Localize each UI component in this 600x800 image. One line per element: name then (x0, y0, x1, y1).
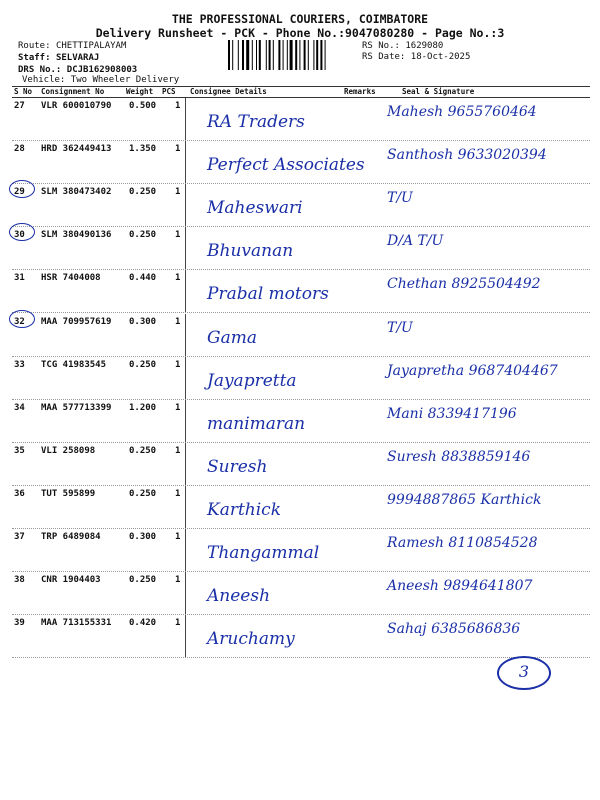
row-pcs: 1 (175, 359, 181, 370)
row-consignee-handwritten: Karthick (207, 499, 282, 520)
row-pcs: 1 (175, 230, 181, 241)
row-weight: 0.250 (129, 359, 157, 370)
barcode-bar (259, 40, 261, 70)
rs-date-value: 18-Oct-2025 (410, 52, 471, 62)
table-row (12, 443, 590, 486)
row-weight: 0.300 (129, 316, 157, 327)
barcode-bar (320, 40, 322, 70)
row-sno: 30 (14, 230, 25, 241)
rs-no-value: 1629080 (405, 41, 444, 51)
table-row (12, 314, 590, 357)
row-signature-handwritten: Mani 8339417196 (387, 405, 517, 422)
row-pcs: 1 (175, 488, 181, 499)
row-weight: 0.250 (129, 187, 157, 198)
barcode-bar (283, 40, 284, 70)
col-header-consignment: Consignment No (41, 87, 105, 96)
row-sno: 28 (14, 144, 25, 155)
route-label: Route: (18, 41, 51, 51)
row-sno: 38 (14, 575, 25, 586)
row-weight: 1.200 (129, 402, 157, 413)
col-header-weight: Weight (126, 87, 154, 96)
column-divider (185, 486, 186, 529)
row-consignee-handwritten: Thangammal (207, 543, 320, 563)
barcode-bar (266, 40, 267, 70)
row-signature-handwritten: Sahaj 6385686836 (387, 621, 521, 638)
barcode-bar (299, 40, 300, 70)
row-consignee-handwritten: Jayapretta (207, 370, 297, 391)
col-header-consignee: Consignee Details (190, 87, 267, 96)
vehicle-line (22, 75, 179, 85)
row-signature-handwritten: Chethan 8925504492 (387, 276, 541, 293)
rs-date-label: RS Date: (362, 52, 406, 62)
row-sno: 34 (14, 402, 25, 413)
row-consignment-no: HRD 362449413 (41, 144, 112, 155)
row-separator (12, 657, 590, 658)
page-number-circle (497, 656, 551, 690)
row-weight: 0.420 (129, 618, 157, 629)
row-consignee-handwritten: Aneesh (207, 586, 271, 607)
page-mark: 3 (518, 662, 530, 681)
row-weight: 0.250 (129, 488, 157, 499)
barcode-bar (325, 40, 326, 70)
barcode-bar (228, 40, 230, 70)
row-signature-handwritten: T/U (387, 319, 413, 336)
row-signature-handwritten: Santhosh 9633020394 (387, 147, 547, 164)
row-consignment-no: MAA 577713399 (41, 402, 112, 413)
row-consignment-no: TCG 41983545 (41, 359, 107, 370)
staff-label: Staff: (18, 53, 51, 63)
row-consignment-no: TRP 6489084 (41, 532, 101, 542)
row-signature-handwritten: 9994887865 Karthick (387, 491, 542, 508)
col-header-sno: S No (14, 87, 33, 96)
column-divider (185, 141, 186, 184)
row-sno: 35 (14, 445, 25, 456)
drs-line (18, 65, 137, 75)
col-header-signature: Seal & Signature (402, 87, 475, 96)
row-sno: 36 (14, 488, 25, 499)
column-divider (185, 443, 186, 486)
vehicle-value: Two Wheeler Delivery (70, 75, 180, 85)
barcode-bar (256, 40, 257, 70)
col-header-remarks: Remarks (344, 87, 376, 96)
barcode-bar (238, 40, 239, 70)
column-divider (185, 615, 186, 658)
vehicle-label: Vehicle: (22, 75, 66, 85)
column-divider (185, 227, 186, 270)
table-row (12, 486, 590, 529)
table-row (12, 227, 590, 270)
row-signature-handwritten: Jayapretha 9687404467 (387, 362, 558, 379)
barcode-bar (269, 40, 271, 70)
column-divider (185, 98, 186, 141)
row-signature-handwritten: Aneesh 9894641807 (387, 578, 533, 595)
row-consignee-handwritten: manimaran (207, 413, 306, 434)
row-consignment-no: MAA 709957619 (41, 316, 112, 327)
row-weight: 1.350 (129, 144, 157, 155)
row-pcs: 1 (175, 273, 181, 284)
row-signature-handwritten: Ramesh 8110854528 (387, 535, 538, 551)
column-divider (185, 572, 186, 615)
row-weight: 0.440 (129, 273, 157, 284)
row-weight: 0.500 (129, 101, 157, 111)
column-divider (185, 184, 186, 227)
column-divider (185, 357, 186, 400)
drs-label: DRS No.: (18, 65, 62, 75)
route-line (18, 41, 126, 51)
table-row (12, 184, 590, 227)
company-title: THE PROFESSIONAL COURIERS, COIMBATORE (171, 12, 429, 26)
row-consignment-no: SLM 380473402 (41, 187, 112, 198)
rs-no-line (362, 41, 443, 51)
row-sno: 31 (14, 273, 25, 284)
row-pcs: 1 (175, 618, 181, 629)
barcode-bar (273, 40, 274, 70)
barcode-bar (278, 40, 280, 70)
row-pcs: 1 (175, 532, 181, 542)
row-consignee-handwritten: Perfect Associates (207, 155, 365, 176)
column-divider (185, 270, 186, 313)
row-consignment-no: CNR 1904403 (41, 575, 101, 586)
row-sno: 27 (14, 101, 25, 111)
row-consignee-handwritten: RA Traders (207, 112, 305, 132)
barcode-bar (308, 40, 309, 70)
row-consignee-handwritten: Aruchamy (207, 629, 295, 650)
column-divider (185, 400, 186, 443)
row-signature-handwritten: T/U (387, 190, 413, 207)
row-sno: 33 (14, 359, 25, 370)
row-weight: 0.250 (129, 575, 157, 586)
row-weight: 0.250 (129, 445, 157, 456)
staff-value: SELVARAJ (55, 53, 100, 63)
row-consignee-handwritten: Suresh (207, 456, 268, 477)
row-consignment-no: HSR 7404008 (41, 273, 101, 284)
row-weight: 0.250 (129, 230, 157, 241)
row-sno: 32 (14, 316, 25, 327)
table-row (12, 400, 590, 443)
row-consignee-handwritten: Bhuvanan (207, 241, 294, 262)
row-pcs: 1 (175, 402, 181, 413)
barcode-bar (304, 40, 306, 70)
row-consignment-no: MAA 713155331 (41, 618, 112, 629)
row-sno: 29 (14, 187, 25, 198)
row-signature-handwritten: Mahesh 9655760464 (387, 104, 537, 120)
column-divider (185, 314, 186, 357)
row-signature-handwritten: D/A T/U (387, 233, 444, 250)
runsheet-subtitle: Delivery Runsheet - PCK - Phone No.:9047080280 - Page No.:3 (95, 26, 505, 40)
column-divider (185, 529, 186, 572)
route-value: CHETTIPALAYAM (55, 41, 127, 51)
drs-value: DCJB162908003 (66, 65, 138, 75)
row-pcs: 1 (175, 575, 181, 586)
barcode-bar (246, 40, 249, 70)
staff-line (18, 53, 99, 63)
table-row (12, 98, 590, 141)
row-pcs: 1 (175, 316, 181, 327)
rs-no-label: RS No.: (362, 41, 400, 51)
barcode-bar (316, 40, 318, 70)
barcode-bar (287, 40, 288, 70)
barcode-image (228, 40, 356, 70)
row-sno: 39 (14, 618, 25, 629)
row-signature-handwritten: Suresh 8838859146 (387, 448, 531, 465)
row-pcs: 1 (175, 144, 181, 155)
col-header-pcs: PCS (162, 87, 176, 96)
table-row (12, 357, 590, 400)
table-row (12, 141, 590, 184)
rs-date-line (362, 52, 470, 62)
row-consignment-no: TUT 595899 (41, 488, 96, 499)
row-consignment-no: VLR 600010790 (41, 101, 112, 111)
row-consignment-no: VLI 258098 (41, 445, 96, 456)
row-consignee-handwritten: Gama (207, 327, 257, 348)
row-pcs: 1 (175, 101, 181, 111)
barcode-bar (252, 40, 253, 70)
row-pcs: 1 (175, 445, 181, 456)
barcode-bar (232, 40, 233, 70)
table-row (12, 572, 590, 615)
row-weight: 0.300 (129, 532, 157, 542)
row-consignee-handwritten: Maheswari (207, 198, 303, 219)
barcode-bar (242, 40, 244, 70)
row-consignment-no: SLM 380490136 (41, 230, 112, 241)
row-pcs: 1 (175, 187, 181, 198)
barcode-bar (313, 40, 314, 70)
barcode-bar (295, 40, 297, 70)
row-sno: 37 (14, 532, 25, 542)
table-row (12, 270, 590, 313)
row-consignee-handwritten: Prabal motors (207, 284, 329, 305)
barcode-bar (290, 40, 293, 70)
table-row (12, 615, 590, 658)
table-row (12, 529, 590, 572)
